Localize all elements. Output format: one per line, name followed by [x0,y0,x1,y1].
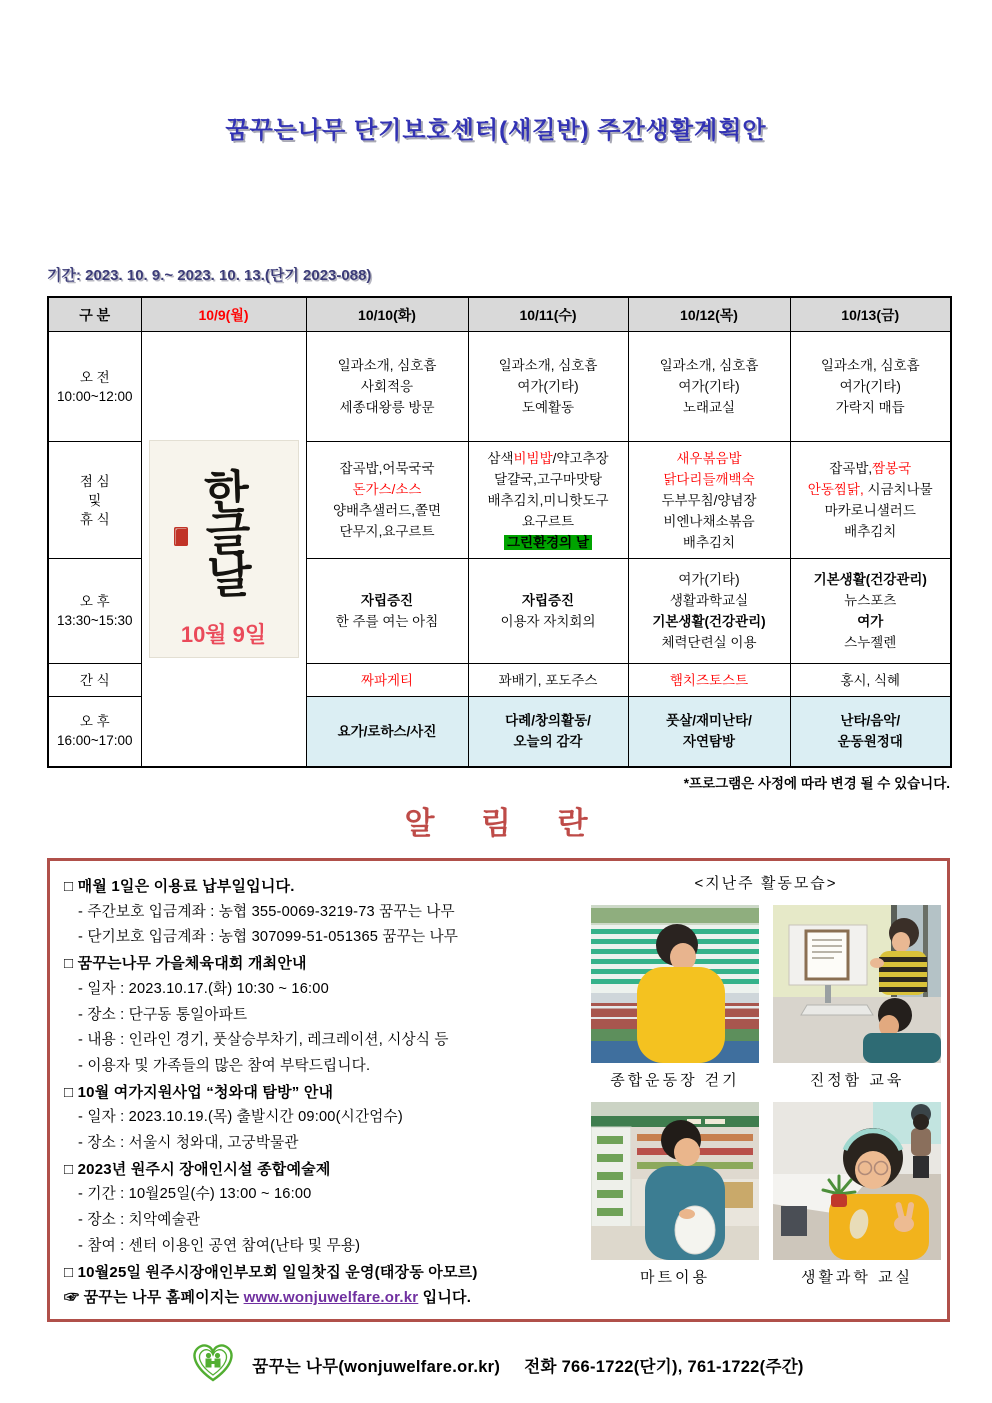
schedule-cell: 꽈배기, 포도주스 [468,664,628,697]
photos-title: <지난주 활동모습> [694,875,838,892]
photo-caption: 종합운동장 걷기 [610,1072,740,1089]
program-change-note: *프로그램은 사정에 따라 변경 될 수 있습니다. [683,776,950,791]
schedule-header-cell: 10/10(화) [306,297,468,332]
photo-caption: 생활과학 교실 [800,1269,914,1286]
homepage-link[interactable]: www.wonjuwelfare.or.kr [243,1289,419,1307]
schedule-cell: 자립증진 한 주를 여는 아침 [306,559,468,664]
photos-panel [585,861,947,1319]
footer-text [252,1353,803,1377]
hangul-day-holiday-cell [141,332,306,767]
calm-education-photo-illustration [773,905,941,1063]
schedule-row-label: 오 후 16:00~17:00 [48,697,141,767]
schedule-cell: 햄치즈토스트 [628,664,790,697]
notice-subitem: - 장소 : 치악예술관 [78,1212,201,1229]
schedule-cell: 여가(기타) 생활과학교실 기본생활(건강관리) 체력단련실 이용 [628,559,790,664]
schedule-cell: 기본생활(건강관리) 뉴스포츠 여가 스누젤렌 [790,559,951,664]
notice-item: □ 꿈꾸는나무 가을체육대회 개최안내 [64,955,307,973]
schedule-cell: 일과소개, 심호흡 사회적응 세종대왕릉 방문 [306,332,468,442]
life-science-class-photo-illustration [773,1102,941,1260]
schedule-cell: 풋살/재미난타/ 자연탐방 [628,697,790,767]
schedule-header-cell: 구 분 [48,297,141,332]
notice-subitem: - 기간 : 10월25일(수) 13:00 ~ 16:00 [78,1186,312,1203]
schedule-cell: 다례/창의활동/ 오늘의 감각 [468,697,628,767]
schedule-cell: 일과소개, 심호흡 여가(기타) 도예활동 [468,332,628,442]
schedule-cell: 짜파게티 [306,664,468,697]
schedule-row [48,332,951,442]
holiday-date-label: 10월 9일 [180,621,267,647]
schedule-row-label: 점 심 및 휴 식 [48,442,141,559]
notice-item: □ 10월25일 원주시장애인부모회 일일찻집 운영(태장동 아모르) [64,1263,478,1281]
hangul-day-calligraphy-image [149,440,299,658]
notice-item: □ 매월 1일은 이용료 납부일입니다. [64,878,295,895]
schedule-cell: 일과소개, 심호흡 여가(기타) 가락지 매듭 [790,332,951,442]
homepage-line [64,1285,585,1311]
schedule-header-cell: 10/11(수) [468,297,628,332]
schedule-header-row [48,297,951,332]
stadium-walk-photo-illustration [591,905,759,1063]
schedule-cell: 새우볶음밥 닭다리들깨백숙 두부무침/양념장 비엔나채소볶음 배추김치 [628,442,790,559]
schedule-cell: 잡곡밥,어묵국국 돈가스/소스 양배추샐러드,쫄면 단무지,요구르트 [306,442,468,559]
photo-calm-education [773,905,941,1090]
photo-caption: 마트이용 [640,1269,710,1286]
schedule-cell: 홍시, 식혜 [790,664,951,697]
photo-caption: 진정함 교육 [809,1072,905,1089]
photo-life-science-class [773,1102,941,1287]
notice-item: □ 10월 여가지원사업 “청와대 탐방” 안내 [64,1083,334,1101]
notice-subitem: - 단기보호 입금계좌 : 농협 307099-51-051365 꿈꾸는 나무 [78,929,459,946]
schedule-body [48,332,951,767]
footer [0,1340,992,1389]
schedule-cell: 요가/로하스/사진 [306,697,468,767]
schedule-row-label: 오 전 10:00~12:00 [48,332,141,442]
notice-subitem: - 내용 : 인라인 경기, 풋살승부차기, 레크레이션, 시상식 등 [78,1032,449,1049]
heart-people-logo-icon [188,1340,238,1389]
notice-subitem: - 이용자 및 가족들의 많은 참여 부탁드립니다. [78,1057,371,1074]
schedule-cell: 난타/음악/ 운동원정대 [790,697,951,767]
schedule-row-label: 오 후 13:30~15:30 [48,559,141,664]
schedule-table-wrap [47,296,952,768]
homepage-suffix: 입니다. [418,1289,472,1307]
notice-box [47,858,950,1322]
schedule-header-cell: 10/12(목) [628,297,790,332]
mart-use-photo-illustration [591,1102,759,1260]
period-label: 기간: 2023. 10. 9.~ 2023. 10. 13.(단기 2023-088) [47,267,372,284]
schedule-cell: 자립증진 이용자 자치회의 [468,559,628,664]
homepage-prefix: ☞ 꿈꾸는 나무 홈페이지는 [64,1289,244,1307]
schedule-cell: 삼색비빔밥/약고추장 달걀국,고구마맛탕 배추김치,미니핫도구 요구르트 그린환경의 날 [468,442,628,559]
page-title: 꿈꾸는나무 단기보호센터(새길반) 주간생활계획안 [225,117,767,144]
schedule-row-label: 간 식 [48,664,141,697]
notice-item: □ 2023년 원주시 장애인시설 종합예술제 [64,1160,331,1178]
notice-subitem: - 참여 : 센터 이용인 공연 참여(난타 및 무용) [78,1237,361,1254]
notice-subitem: - 장소 : 단구동 통일아파트 [78,1006,248,1023]
notice-list [50,861,585,1319]
photo-mart-use [591,1102,759,1287]
notice-subitem: - 장소 : 서울시 청와대, 고궁박물관 [78,1135,299,1152]
notice-subitem: - 일자 : 2023.10.17.(화) 10:30 ~ 16:00 [78,980,329,997]
notice-section-title: 알 림 란 [404,806,588,841]
schedule-cell: 일과소개, 심호흡 여가(기타) 노래교실 [628,332,790,442]
notice-subitem: - 일자 : 2023.10.19.(목) 출발시간 09:00(시간엄수) [78,1109,403,1126]
notice-subitem: - 주간보호 입금계좌 : 농협 355-0069-3219-73 꿈꾸는 나무 [78,903,455,920]
schedule-header-cell: 10/9(월) [141,297,306,332]
photo-grid [591,905,941,1287]
footer-phone: 전화 766-1722(단기), 761-1722(주간) [524,1357,804,1376]
schedule-table [47,296,952,768]
red-seal-stamp-icon [174,527,188,546]
photo-stadium-walk [591,905,759,1090]
schedule-header-cell: 10/13(금) [790,297,951,332]
footer-org: 꿈꾸는 나무(wonjuwelfare.or.kr) [252,1357,501,1376]
calligraphy-text: 한글날 [196,466,252,595]
schedule-cell: 잡곡밥,짬봉국 안동찜닭, 시금치나물 마카로니샐러드 배추김치 [790,442,951,559]
